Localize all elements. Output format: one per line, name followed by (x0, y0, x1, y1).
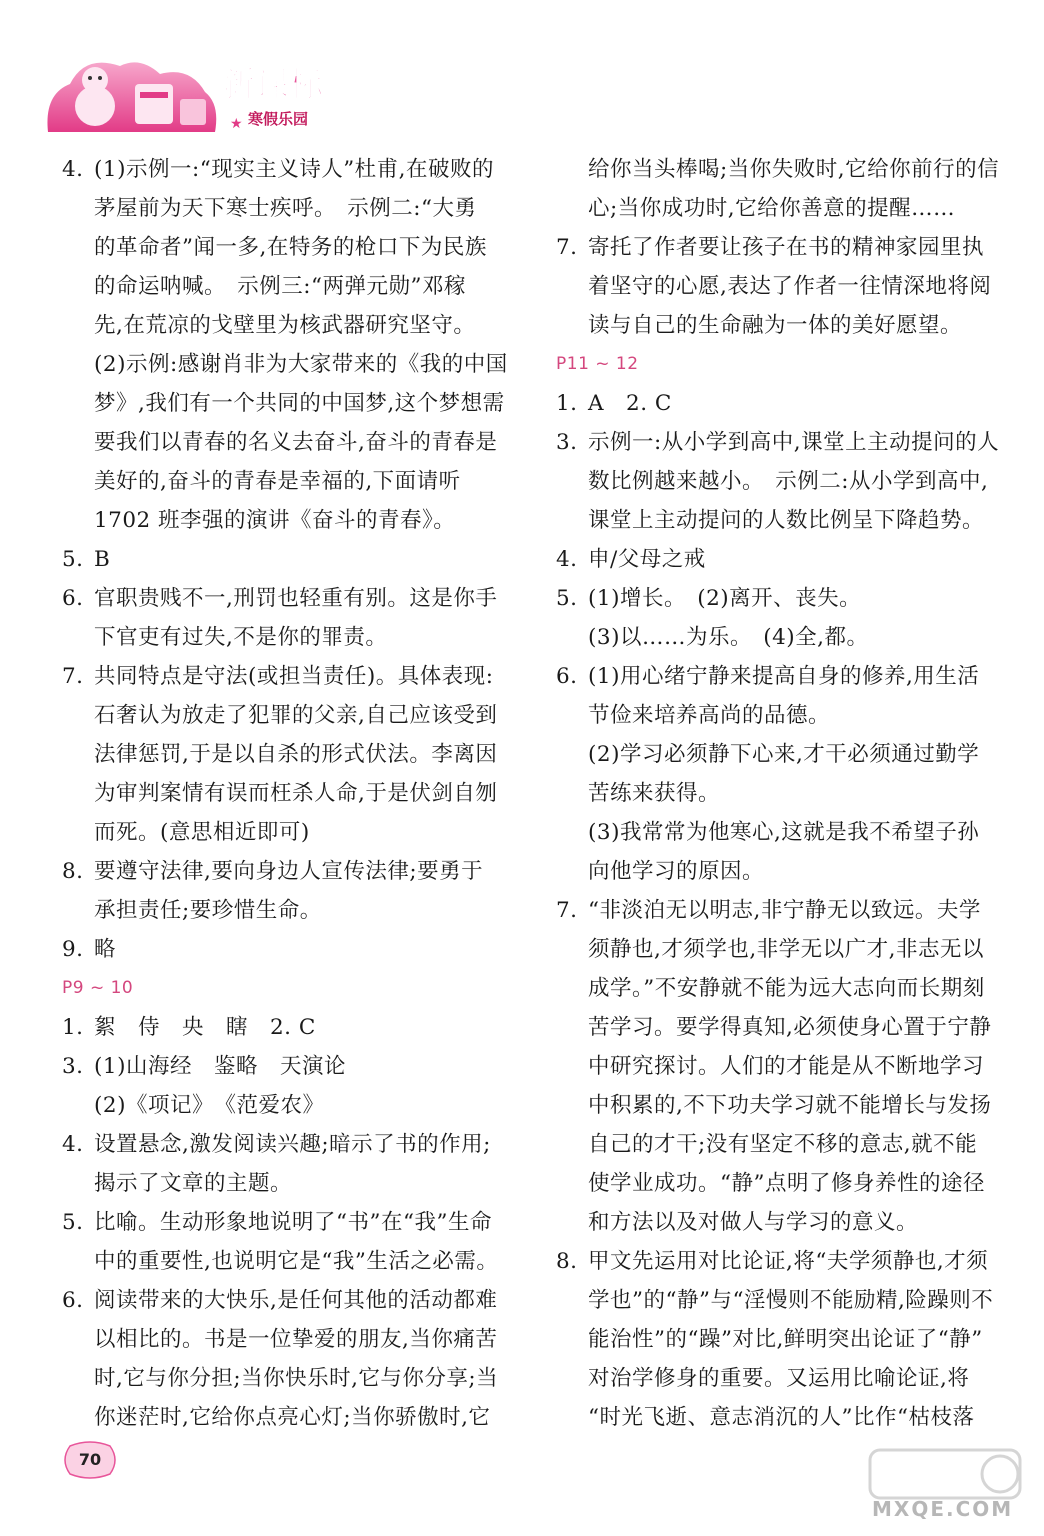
answer-text: 对治学修身的重要。又运用比喻论证,将 (588, 1366, 970, 1391)
answer-text: “时光飞逝、意志消沉的人”比作“枯枝落 (588, 1405, 975, 1430)
answer-text: 以相比的。书是一位挚爱的朋友,当你痛苦 (94, 1327, 498, 1352)
question-number: 3. (556, 430, 578, 455)
question-number: 6. (62, 586, 84, 611)
answer-line (556, 1047, 1011, 1086)
answer-line (62, 618, 517, 657)
answer-line (62, 1047, 517, 1086)
header-title: 新课标 (221, 65, 323, 105)
answer-text: “非淡泊无以明志,非宁静无以致远。夫学 (588, 898, 981, 923)
question-number: 8. (556, 1249, 578, 1274)
answer-text: 须静也,才须学也,非学无以广才,非志无以 (588, 937, 985, 962)
answer-text: 心;当你成功时,它给你善意的提醒…… (588, 196, 956, 221)
question-number: 4. (62, 1132, 84, 1157)
answer-text: 揭示了文章的主题。 (94, 1171, 293, 1196)
answer-text: 的革命者”闻一多,在特务的枪口下为民族 (94, 235, 487, 260)
question-number: 6. (556, 664, 578, 689)
answer-line (556, 189, 1011, 228)
answer-line (62, 228, 517, 267)
question-number: 9. (62, 937, 84, 962)
answer-text: 读与自己的生命融为一体的美好愿望。 (588, 313, 963, 338)
answer-text: 官职贵贱不一,刑罚也轻重有别。这是你手 (94, 586, 498, 611)
answer-line (62, 1281, 517, 1320)
answer-line (62, 150, 517, 189)
answer-line (62, 540, 517, 579)
answer-line (556, 267, 1011, 306)
answer-text: 课堂上主动提问的人数比例呈下降趋势。 (588, 508, 985, 533)
answer-line (556, 1398, 1011, 1437)
answer-line (62, 384, 517, 423)
right-column (556, 150, 1011, 1437)
answer-text: 和方法以及对做人与学习的意义。 (588, 1210, 919, 1235)
answer-line (62, 579, 517, 618)
answer-text: 成学。”不安静就不能为远大志向而长期刻 (588, 976, 985, 1001)
answer-line (556, 384, 1011, 423)
header-subtitle: 寒假乐园 (247, 110, 309, 128)
answer-text: 时,它与你分担;当你快乐时,它与你分享;当 (94, 1366, 499, 1391)
answer-text: 寄托了作者要让孩子在书的精神家园里执 (588, 235, 985, 260)
answer-line (62, 891, 517, 930)
answer-line (62, 930, 517, 969)
answer-text: (3)我常常为他寒心,这就是我不希望子孙 (588, 820, 980, 845)
answer-line (556, 735, 1011, 774)
answer-line (556, 930, 1011, 969)
answer-text: 你迷茫时,它给你点亮心灯;当你骄傲时,它 (94, 1405, 491, 1430)
answer-text: 节俭来培养高尚的品德。 (588, 703, 831, 728)
answer-text: 向他学习的原因。 (588, 859, 765, 884)
answer-line (62, 657, 517, 696)
answer-line (556, 306, 1011, 345)
answer-text: 要我们以青春的名义去奋斗,奋斗的青春是 (94, 430, 498, 455)
answer-text: 数比例越来越小。 示例二:从小学到高中, (588, 469, 989, 494)
answer-text: (1)增长。 (2)离开、丧失。 (588, 586, 862, 611)
answer-text: 石奢认为放走了犯罪的父亲,自己应该受到 (94, 703, 498, 728)
answer-line (62, 1203, 517, 1242)
answer-line (62, 1125, 517, 1164)
question-number: 6. (62, 1288, 84, 1313)
answer-text: 甲文先运用对比论证,将“夫学须静也,才须 (588, 1249, 989, 1274)
answer-text: 法律惩罚,于是以自杀的形式伏法。李离因 (94, 742, 498, 767)
answer-line (62, 1008, 517, 1047)
answer-text: (1)用心绪宁静来提高自身的修养,用生活 (588, 664, 980, 689)
answer-text: 自己的才干;没有坚定不移的意志,就不能 (588, 1132, 978, 1157)
answer-text: (3)以……为乐。 (4)全,都。 (588, 625, 869, 650)
answer-line (62, 1242, 517, 1281)
answer-text: 能治性”的“躁”对比,鲜明突出论证了“静” (588, 1327, 983, 1352)
answer-line (556, 1125, 1011, 1164)
answer-line (556, 540, 1011, 579)
answer-text: 中积累的,不下功夫学习就不能增长与发扬 (588, 1093, 992, 1118)
answer-line (556, 696, 1011, 735)
watermark-text: MXQE.COM (872, 1497, 1014, 1521)
answer-text: 要遵守法律,要向身边人宣传法律;要勇于 (94, 859, 484, 884)
answer-line (62, 267, 517, 306)
question-number: 1. (62, 1015, 84, 1040)
answer-text: (2)学习必须静下心来,才干必须通过勤学 (588, 742, 980, 767)
left-column (62, 150, 517, 1437)
answer-text: 示例一:从小学到高中,课堂上主动提问的人 (588, 430, 1000, 455)
answer-text: 而死。(意思相近即可) (94, 820, 310, 845)
section-header (556, 345, 1011, 384)
header-logo (40, 44, 330, 144)
answer-line (556, 228, 1011, 267)
answer-line (62, 306, 517, 345)
answer-line (556, 423, 1011, 462)
answer-text: 略 (94, 937, 117, 962)
answer-line (556, 150, 1011, 189)
answer-line (62, 1164, 517, 1203)
answer-line (62, 696, 517, 735)
page-number: 70 (78, 1450, 102, 1469)
answer-text: 共同特点是守法(或担当责任)。具体表现: (94, 664, 494, 689)
answer-line (556, 1203, 1011, 1242)
answer-text: A 2. C (588, 391, 672, 416)
answer-text: 苦练来获得。 (588, 781, 721, 806)
answer-text: (1)示例一:“现实主义诗人”杜甫,在破败的 (94, 157, 495, 182)
answer-line (556, 1320, 1011, 1359)
question-number: 1. (556, 391, 578, 416)
answer-line (62, 462, 517, 501)
answer-line (62, 501, 517, 540)
answer-line (556, 462, 1011, 501)
answer-text: 的命运呐喊。 示例三:“两弹元勋”邓稼 (94, 274, 466, 299)
answer-line (556, 891, 1011, 930)
answer-line (62, 1359, 517, 1398)
answer-text: 下官吏有过失,不是你的罪责。 (94, 625, 388, 650)
answer-text: 申/父母之戒 (588, 547, 706, 572)
answer-text: (1)山海经 鉴略 天演论 (94, 1054, 346, 1079)
answer-text: 设置悬念,激发阅读兴趣;暗示了书的作用; (94, 1132, 491, 1157)
answer-line (62, 1398, 517, 1437)
answer-text: 絮 侍 央 瞎 2. C (94, 1015, 316, 1040)
answer-line (62, 345, 517, 384)
answer-line (556, 774, 1011, 813)
answer-line (556, 1359, 1011, 1398)
answer-line (556, 657, 1011, 696)
answer-text: 先,在荒凉的戈壁里为核武器研究坚守。 (94, 313, 476, 338)
answer-text: (2)示例:感谢肖非为大家带来的《我的中国 (94, 352, 508, 377)
question-number: 3. (62, 1054, 84, 1079)
answer-text: 苦学习。要学得真知,必须使身心置于宁静 (588, 1015, 992, 1040)
answer-text: 着坚守的心愿,表达了作者一往情深地将阅 (588, 274, 992, 299)
answer-line (556, 579, 1011, 618)
answer-line (556, 618, 1011, 657)
svg-text:★: ★ (230, 116, 243, 132)
answer-text: 美好的,奋斗的青春是幸福的,下面请听 (94, 469, 461, 494)
answer-line (556, 813, 1011, 852)
answer-line (556, 1281, 1011, 1320)
answer-line (62, 774, 517, 813)
question-number: 5. (556, 586, 578, 611)
question-number: 7. (556, 235, 578, 260)
answer-line (556, 969, 1011, 1008)
question-number: 5. (62, 1210, 84, 1235)
section-header (62, 969, 517, 1008)
answer-line (62, 1320, 517, 1359)
answer-text: B (94, 547, 111, 572)
question-number: 5. (62, 547, 84, 572)
answer-line (62, 1086, 517, 1125)
answer-text: 使学业成功。“静”点明了修身养性的途径 (588, 1171, 985, 1196)
answer-text: 中研究探讨。人们的才能是从不断地学习 (588, 1054, 985, 1079)
question-number: 8. (62, 859, 84, 884)
answer-line (556, 1242, 1011, 1281)
answer-text: (2)《项记》 《范爱农》 (94, 1093, 325, 1118)
answer-line (62, 423, 517, 462)
answer-text: 承担责任;要珍惜生命。 (94, 898, 322, 923)
answer-text: P11 ~ 12 (556, 354, 639, 374)
answer-text: 茅屋前为天下寒士疾呼。 示例二:“大勇 (94, 196, 477, 221)
question-number: 7. (556, 898, 578, 923)
answer-text: 学也”的“静”与“淫慢则不能励精,险躁则不 (588, 1288, 994, 1313)
answer-text: 梦》,我们有一个共同的中国梦,这个梦想需 (94, 391, 505, 416)
answer-text: 为审判案情有误而枉杀人命,于是伏剑自刎 (94, 781, 498, 806)
answer-text: 阅读带来的大快乐,是任何其他的活动都难 (94, 1288, 498, 1313)
question-number: 7. (62, 664, 84, 689)
answer-text: 1702 班李强的演讲《奋斗的青春》。 (94, 508, 456, 533)
answer-line (62, 813, 517, 852)
question-number: 4. (62, 157, 84, 182)
answer-text: 给你当头棒喝;当你失败时,它给你前行的信 (588, 157, 1000, 182)
answer-line (556, 501, 1011, 540)
question-number: 4. (556, 547, 578, 572)
answer-text: 比喻。生动形象地说明了“书”在“我”生命 (94, 1210, 492, 1235)
answer-text: P9 ~ 10 (62, 978, 134, 998)
answer-line (556, 852, 1011, 891)
answer-line (62, 189, 517, 228)
answer-line (62, 735, 517, 774)
answer-line (62, 852, 517, 891)
answer-line (556, 1164, 1011, 1203)
answer-line (556, 1008, 1011, 1047)
answer-line (556, 1086, 1011, 1125)
answer-text: 中的重要性,也说明它是“我”生活之必需。 (94, 1249, 499, 1274)
